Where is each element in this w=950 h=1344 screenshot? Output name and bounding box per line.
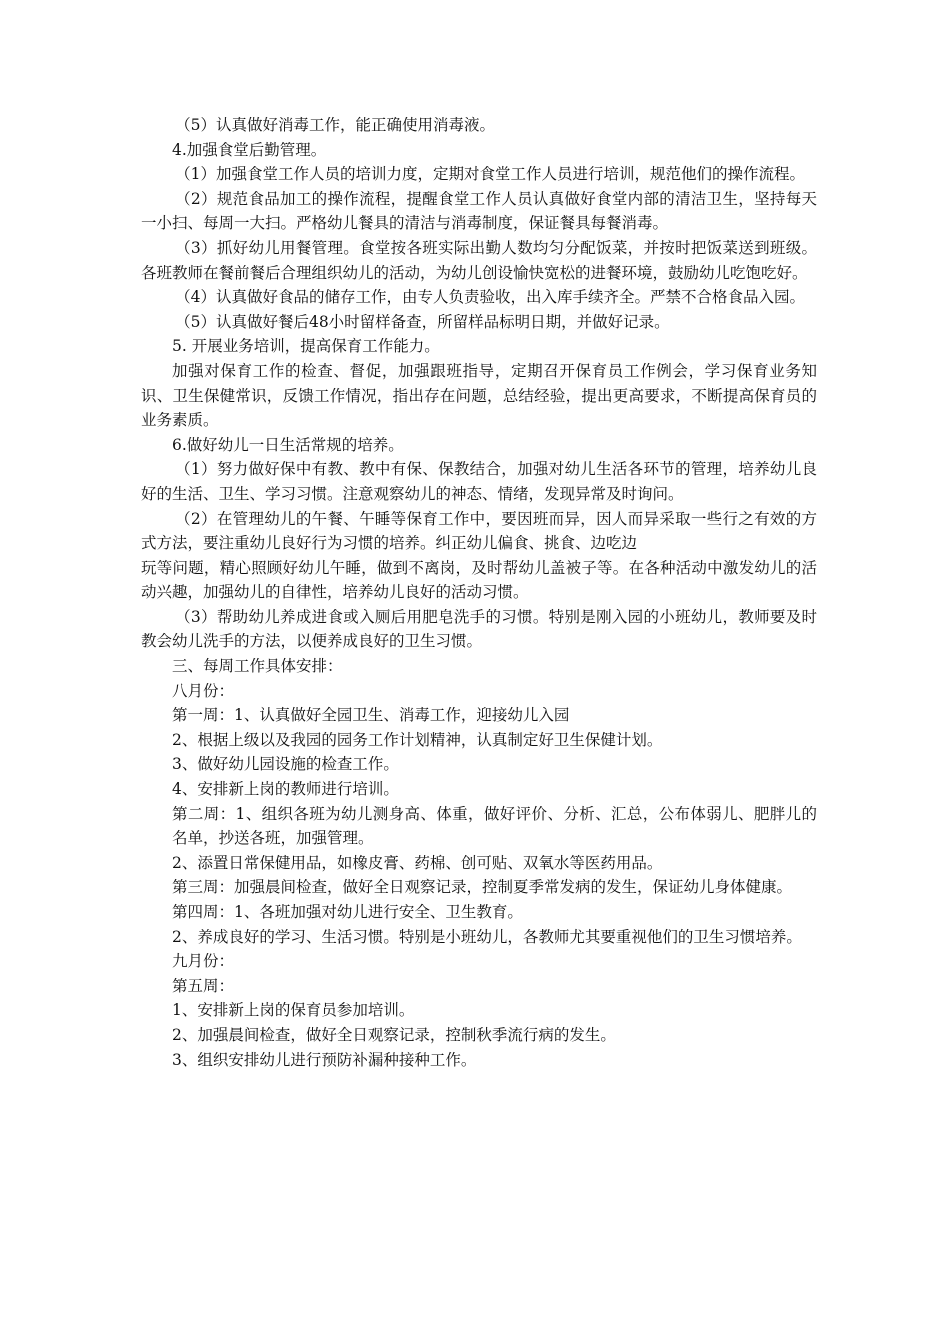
schedule-item: 3、组织安排幼儿进行预防补漏种接种工作。: [172, 1050, 477, 1069]
schedule-item: 2、添置日常保健用品，如橡皮膏、药棉、创可贴、双氧水等医药用品。: [172, 853, 663, 872]
paragraph: （2）规范食品加工的操作流程，提醒食堂工作人员认真做好食堂内部的清洁卫生，坚持每天一小扫、每周一大扫。严格幼儿餐具的清洁与消毒制度，保证餐具每餐消毒。: [141, 189, 817, 233]
schedule-item: 2、养成良好的学习、生活习惯。特别是小班幼儿，各教师尤其要重视他们的卫生习惯培养。: [172, 927, 802, 946]
week-heading: 第五周：: [172, 976, 235, 995]
section-heading: 三、每周工作具体安排：: [172, 657, 343, 676]
paragraph: （1）加强食堂工作人员的培训力度，定期对食堂工作人员进行培训，规范他们的操作流程。: [175, 165, 805, 184]
section-heading: 4.加强食堂后勤管理。: [172, 140, 327, 159]
paragraph: （1）努力做好保中有教、教中有保、保教结合，加强对幼儿生活各环节的管理，培养幼儿良好的生活、卫生、学习习惯。注意观察幼儿的神态、情绪，发现异常及时询问。: [141, 460, 817, 503]
paragraph-continuation: 玩等问题，精心照顾好幼儿午睡，做到不离岗，及时帮幼儿盖被子等。在各种活动中激发幼儿的活动兴趣，加强幼儿的自律性，培养幼儿良好的活动习惯。: [141, 558, 817, 602]
paragraph: （2）在管理幼儿的午餐、午睡等保育工作中，要因班而异，因人而异采取一些行之有效的方式方法，要注重幼儿良好行为习惯的培养。纠正幼儿偏食、挑食、边吃边: [141, 509, 817, 553]
section-heading: 6.做好幼儿一日生活常规的培养。: [172, 435, 404, 454]
document-body: [141, 113, 817, 1072]
schedule-item: 4、安排新上岗的教师进行培训。: [172, 780, 399, 799]
month-heading: 八月份：: [172, 681, 235, 700]
paragraph: 加强对保育工作的检查、督促，加强跟班指导，定期召开保育员工作例会，学习保育业务知识、卫生保健常识，反馈工作情况，指出存在问题，总结经验，提出更高要求，不断提高保育员的业务素质。: [141, 361, 817, 430]
paragraph: （4）认真做好食品的储存工作，由专人负责验收，出入库手续齐全。严禁不合格食品入园。: [175, 288, 805, 307]
month-heading: 九月份：: [172, 952, 235, 971]
paragraph: （3）帮助幼儿养成进食或入厕后用肥皂洗手的习惯。特别是刚入园的小班幼儿，教师要及时教会幼儿洗手的方法，以便养成良好的卫生习惯。: [141, 607, 817, 651]
schedule-item: 第四周：1、各班加强对幼儿进行安全、卫生教育。: [172, 903, 523, 921]
schedule-item: 2、根据上级以及我园的园务工作计划精神，认真制定好卫生保健计划。: [172, 730, 663, 749]
paragraph: （3）抓好幼儿用餐管理。食堂按各班实际出勤人数均匀分配饭菜，并按时把饭菜送到班级。各班教师在餐前餐后合理组织幼儿的活动，为幼儿创设愉快宽松的进餐环境，鼓励幼儿吃饱吃好。: [141, 238, 817, 282]
schedule-item: 1、安排新上岗的保育员参加培训。: [172, 1001, 415, 1020]
schedule-item: 3、做好幼儿园设施的检查工作。: [172, 755, 399, 774]
schedule-item: 第三周：加强晨间检查，做好全日观察记录，控制夏季常发病的发生，保证幼儿身体健康。: [172, 878, 793, 897]
paragraph: （5）认真做好消毒工作，能正确使用消毒液。: [175, 116, 495, 134]
paragraph: （5）认真做好餐后48小时留样备查，所留样品标明日期，并做好记录。: [175, 312, 670, 331]
section-heading: 5. 开展业务培训，提高保育工作能力。: [172, 337, 440, 356]
schedule-item: 第一周：1、认真做好全园卫生、消毒工作，迎接幼儿入园: [172, 706, 570, 725]
schedule-item: 2、加强晨间检查，做好全日观察记录，控制秋季流行病的发生。: [172, 1025, 616, 1044]
schedule-item: 第二周：1、组织各班为幼儿测身高、体重，做好评价、分析、汇总，公布体弱儿、肥胖儿的名单，抄送各班，加强管理。: [172, 804, 817, 848]
